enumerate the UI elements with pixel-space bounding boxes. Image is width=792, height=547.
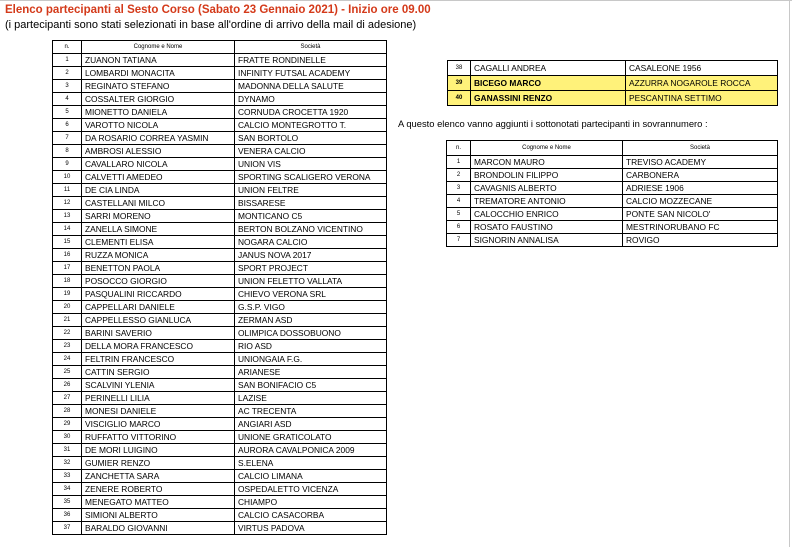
team-name: PONTE SAN NICOLO' [623, 208, 778, 221]
team-name: CHIAMPO [235, 496, 387, 509]
row-number: 12 [53, 197, 82, 210]
table-row [53, 379, 387, 392]
participant-name: CASTELLANI MILCO [82, 197, 235, 210]
header-name: Cognome e Nome [82, 41, 235, 54]
team-name: CARBONERA [623, 169, 778, 182]
participant-name: MONESI DANIELE [82, 405, 235, 418]
team-name: CALCIO MOZZECANE [623, 195, 778, 208]
team-name: VENERA CALCIO [235, 145, 387, 158]
table-row [53, 171, 387, 184]
table-row [448, 91, 778, 106]
row-number: 8 [53, 145, 82, 158]
participant-name: FELTRIN FRANCESCO [82, 353, 235, 366]
table-header-row [53, 41, 387, 54]
participant-name: DA ROSARIO CORREA YASMIN [82, 132, 235, 145]
participants-table-continued [447, 60, 778, 106]
team-name: AC TRECENTA [235, 405, 387, 418]
participant-name: PERINELLI LILIA [82, 392, 235, 405]
page-right-border [789, 0, 790, 547]
row-number: 7 [447, 234, 471, 247]
team-name: CALCIO LIMANA [235, 470, 387, 483]
table-row [53, 275, 387, 288]
participant-name: BARINI SAVERIO [82, 327, 235, 340]
team-name: PESCANTINA SETTIMO [626, 91, 778, 106]
row-number: 2 [53, 67, 82, 80]
team-name: FRATTE RONDINELLE [235, 54, 387, 67]
team-name: ADRIESE 1906 [623, 182, 778, 195]
team-name: CASALEONE 1956 [626, 61, 778, 76]
row-number: 13 [53, 210, 82, 223]
document-title: Elenco partecipanti al Sesto Corso (Sabato 23 Gennaio 2021) - Inizio ore 09.00 [5, 4, 431, 16]
participant-name: SIGNORIN ANNALISA [471, 234, 623, 247]
team-name: TREVISO ACADEMY [623, 156, 778, 169]
team-name: ROVIGO [623, 234, 778, 247]
row-number: 17 [53, 262, 82, 275]
row-number: 27 [53, 392, 82, 405]
row-number: 20 [53, 301, 82, 314]
team-name: UNIONGAIA F.G. [235, 353, 387, 366]
team-name: CALCIO CASACORBA [235, 509, 387, 522]
team-name: SAN BONIFACIO C5 [235, 379, 387, 392]
header-name: Cognome e Nome [471, 141, 623, 156]
row-number: 4 [53, 93, 82, 106]
table-row [447, 182, 778, 195]
team-name: MADONNA DELLA SALUTE [235, 80, 387, 93]
table-row [53, 301, 387, 314]
row-number: 26 [53, 379, 82, 392]
table-row [53, 418, 387, 431]
participant-name: RUFFATTO VITTORINO [82, 431, 235, 444]
participant-name: AMBROSI ALESSIO [82, 145, 235, 158]
team-name: CORNUDA CROCETTA 1920 [235, 106, 387, 119]
participant-name: MENEGATO MATTEO [82, 496, 235, 509]
team-name: OSPEDALETTO VICENZA [235, 483, 387, 496]
participant-name: CAVAGNIS ALBERTO [471, 182, 623, 195]
table-row [53, 145, 387, 158]
supernumerary-table [446, 140, 778, 247]
table-row [53, 67, 387, 80]
table-row [53, 158, 387, 171]
row-number: 36 [53, 509, 82, 522]
row-number: 18 [53, 275, 82, 288]
header-number: n. [447, 141, 471, 156]
table-row [53, 288, 387, 301]
header-team: Società [623, 141, 778, 156]
header-team: Società [235, 41, 387, 54]
row-number: 28 [53, 405, 82, 418]
table-row [53, 483, 387, 496]
participant-name: BARALDO GIOVANNI [82, 522, 235, 535]
participant-name: ZANELLA SIMONE [82, 223, 235, 236]
participant-name: LOMBARDI MONACITA [82, 67, 235, 80]
participant-name: CATTIN SERGIO [82, 366, 235, 379]
participant-name: CALVETTI AMEDEO [82, 171, 235, 184]
participant-name: GUMIER RENZO [82, 457, 235, 470]
table-header-row [447, 141, 778, 156]
row-number: 10 [53, 171, 82, 184]
row-number: 35 [53, 496, 82, 509]
participant-name: CAVALLARO NICOLA [82, 158, 235, 171]
row-number: 1 [447, 156, 471, 169]
participant-name: REGINATO STEFANO [82, 80, 235, 93]
participant-name: ROSATO FAUSTINO [471, 221, 623, 234]
team-name: UNIONE GRATICOLATO [235, 431, 387, 444]
row-number: 9 [53, 158, 82, 171]
team-name: JANUS NOVA 2017 [235, 249, 387, 262]
participant-name: DE CIA LINDA [82, 184, 235, 197]
row-number: 24 [53, 353, 82, 366]
table-row [53, 210, 387, 223]
table-row [53, 106, 387, 119]
participant-name: BRONDOLIN FILIPPO [471, 169, 623, 182]
team-name: OLIMPICA DOSSOBUONO [235, 327, 387, 340]
participant-name: SCALVINI YLENIA [82, 379, 235, 392]
table-row [53, 223, 387, 236]
row-number: 37 [53, 522, 82, 535]
table-row [447, 208, 778, 221]
row-number: 11 [53, 184, 82, 197]
team-name: UNION FELTRE [235, 184, 387, 197]
supernumerary-note: A questo elenco vanno aggiunti i sottonotati partecipanti in sovrannumero : [398, 118, 708, 129]
participant-name: DE MORI LUIGINO [82, 444, 235, 457]
team-name: BISSARESE [235, 197, 387, 210]
table-row [53, 353, 387, 366]
table-row [53, 340, 387, 353]
team-name: MESTRINORUBANO FC [623, 221, 778, 234]
team-name: SPORTING SCALIGERO VERONA [235, 171, 387, 184]
table-row [53, 366, 387, 379]
row-number: 21 [53, 314, 82, 327]
participant-name: POSOCCO GIORGIO [82, 275, 235, 288]
participant-name: CLEMENTI ELISA [82, 236, 235, 249]
team-name: NOGARA CALCIO [235, 236, 387, 249]
participant-name: SIMIONI ALBERTO [82, 509, 235, 522]
team-name: SAN BORTOLO [235, 132, 387, 145]
table-row [53, 197, 387, 210]
table-row [53, 431, 387, 444]
row-number: 4 [447, 195, 471, 208]
row-number: 5 [447, 208, 471, 221]
table-row [53, 184, 387, 197]
table-row [53, 405, 387, 418]
participant-name: BENETTON PAOLA [82, 262, 235, 275]
table-row [53, 119, 387, 132]
table-row [448, 61, 778, 76]
table-row [53, 392, 387, 405]
row-number: 25 [53, 366, 82, 379]
row-number: 40 [448, 91, 471, 106]
team-name: LAZISE [235, 392, 387, 405]
table-row [447, 156, 778, 169]
participants-table [52, 40, 387, 535]
row-number: 30 [53, 431, 82, 444]
row-number: 38 [448, 61, 471, 76]
table-row [53, 509, 387, 522]
table-row [53, 54, 387, 67]
team-name: MONTICANO C5 [235, 210, 387, 223]
participant-name: VAROTTO NICOLA [82, 119, 235, 132]
row-number: 3 [447, 182, 471, 195]
participant-name: BICEGO MARCO [471, 76, 626, 91]
row-number: 2 [447, 169, 471, 182]
table-row [447, 195, 778, 208]
table-row [53, 457, 387, 470]
team-name: ARIANESE [235, 366, 387, 379]
team-name: ZERMAN ASD [235, 314, 387, 327]
row-number: 19 [53, 288, 82, 301]
table-row [53, 93, 387, 106]
document-subtitle: (i partecipanti sono stati selezionati in base all'ordine di arrivo della mail di adesione) [5, 19, 417, 31]
participant-name: ZANCHETTA SARA [82, 470, 235, 483]
row-number: 1 [53, 54, 82, 67]
participant-name: DELLA MORA FRANCESCO [82, 340, 235, 353]
team-name: CHIEVO VERONA SRL [235, 288, 387, 301]
row-number: 14 [53, 223, 82, 236]
table-row [53, 327, 387, 340]
participant-name: PASQUALINI RICCARDO [82, 288, 235, 301]
participant-name: VISCIGLIO MARCO [82, 418, 235, 431]
team-name: RIO ASD [235, 340, 387, 353]
participant-name: ZENERE ROBERTO [82, 483, 235, 496]
team-name: S.ELENA [235, 457, 387, 470]
table-row [448, 76, 778, 91]
team-name: BERTON BOLZANO VICENTINO [235, 223, 387, 236]
participant-name: CALOCCHIO ENRICO [471, 208, 623, 221]
table-row [53, 522, 387, 535]
team-name: VIRTUS PADOVA [235, 522, 387, 535]
participant-name: CAGALLI ANDREA [471, 61, 626, 76]
table-row [53, 262, 387, 275]
table-row [53, 236, 387, 249]
table-row [53, 444, 387, 457]
row-number: 33 [53, 470, 82, 483]
table-row [53, 132, 387, 145]
row-number: 29 [53, 418, 82, 431]
participant-name: MARCON MAURO [471, 156, 623, 169]
team-name: UNION FELETTO VALLATA [235, 275, 387, 288]
row-number: 22 [53, 327, 82, 340]
participant-name: TREMATORE ANTONIO [471, 195, 623, 208]
table-row [53, 80, 387, 93]
participant-name: RUZZA MONICA [82, 249, 235, 262]
row-number: 23 [53, 340, 82, 353]
row-number: 32 [53, 457, 82, 470]
team-name: AURORA CAVALPONICA 2009 [235, 444, 387, 457]
team-name: G.S.P. VIGO [235, 301, 387, 314]
row-number: 6 [53, 119, 82, 132]
row-number: 15 [53, 236, 82, 249]
table-row [447, 221, 778, 234]
row-number: 6 [447, 221, 471, 234]
row-number: 34 [53, 483, 82, 496]
participant-name: COSSALTER GIORGIO [82, 93, 235, 106]
table-row [53, 249, 387, 262]
participant-name: GANASSINI RENZO [471, 91, 626, 106]
team-name: SPORT PROJECT [235, 262, 387, 275]
participant-name: CAPPELLARI DANIELE [82, 301, 235, 314]
row-number: 5 [53, 106, 82, 119]
page-top-border [0, 0, 792, 1]
table-row [447, 234, 778, 247]
team-name: ANGIARI ASD [235, 418, 387, 431]
row-number: 39 [448, 76, 471, 91]
participant-name: ZUANON TATIANA [82, 54, 235, 67]
participant-name: CAPPELLESSO GIANLUCA [82, 314, 235, 327]
row-number: 31 [53, 444, 82, 457]
table-row [53, 470, 387, 483]
header-number: n. [53, 41, 82, 54]
team-name: INFINITY FUTSAL ACADEMY [235, 67, 387, 80]
team-name: UNION VIS [235, 158, 387, 171]
team-name: DYNAMO [235, 93, 387, 106]
team-name: CALCIO MONTEGROTTO T. [235, 119, 387, 132]
table-row [53, 314, 387, 327]
row-number: 3 [53, 80, 82, 93]
participant-name: SARRI MORENO [82, 210, 235, 223]
participant-name: MIONETTO DANIELA [82, 106, 235, 119]
table-row [447, 169, 778, 182]
team-name: AZZURRA NOGAROLE ROCCA [626, 76, 778, 91]
table-row [53, 496, 387, 509]
row-number: 16 [53, 249, 82, 262]
row-number: 7 [53, 132, 82, 145]
